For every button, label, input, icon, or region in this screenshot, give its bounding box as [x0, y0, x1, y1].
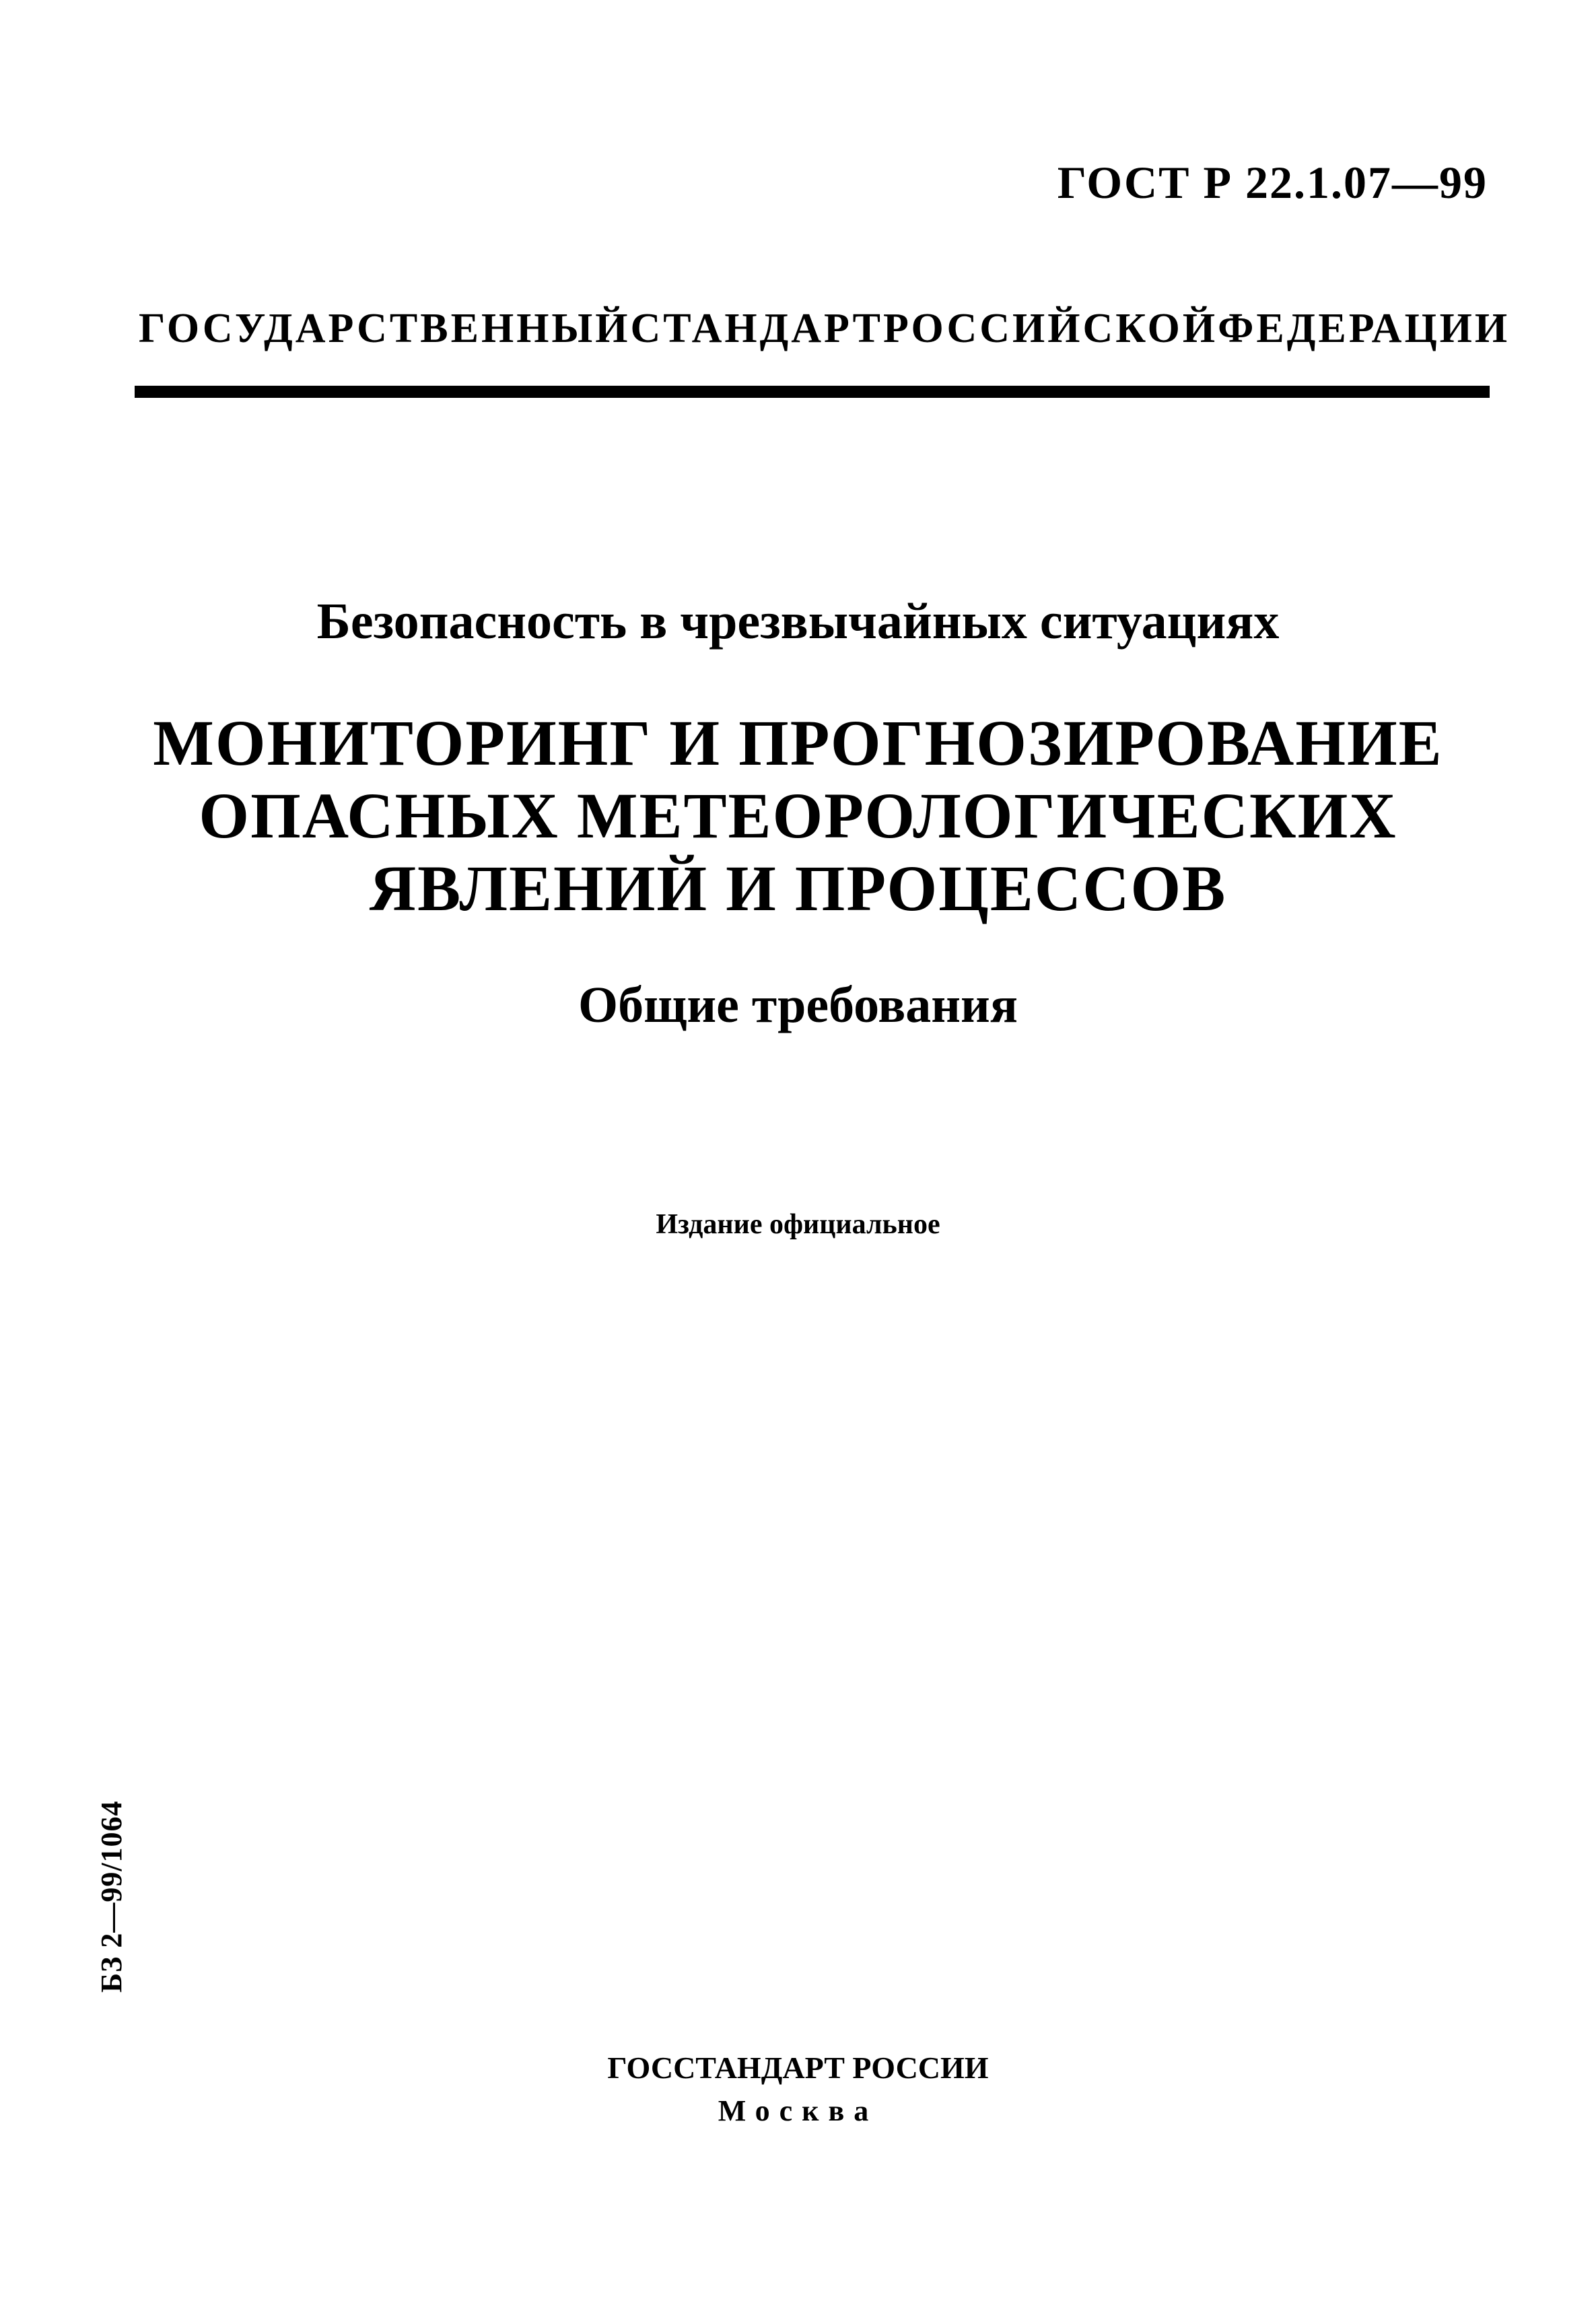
document-title — [0, 707, 1596, 925]
header-word-2: СТАНДАРТ — [630, 306, 883, 351]
publisher-city: Москва — [718, 2094, 878, 2127]
catalog-code: БЗ 2—99/1064 — [95, 1800, 128, 1993]
series-title: Безопасность в чрезвычайных ситуациях — [316, 593, 1280, 650]
edition-note: Издание официальное — [656, 1209, 940, 1240]
title-line-3: ЯВЛЕНИЙ И ПРОЦЕССОВ — [369, 852, 1227, 924]
header-word-3: РОССИЙСКОЙ — [882, 306, 1218, 351]
title-line-1: МОНИТОРИНГ И ПРОГНОЗИРОВАНИЕ — [153, 707, 1443, 779]
header-word-1: ГОСУДАРСТВЕННЫЙ — [139, 306, 631, 351]
document-subtitle: Общие требования — [578, 977, 1018, 1033]
title-line-2: ОПАСНЫХ МЕТЕОРОЛОГИЧЕСКИХ — [199, 780, 1397, 852]
standard-designation: ГОСТ Р 22.1.07—99 — [1057, 157, 1488, 208]
header-word-4: ФЕДЕРАЦИИ — [1218, 306, 1511, 351]
header-rule — [135, 386, 1490, 398]
publisher-name: ГОССТАНДАРТ РОССИИ — [607, 2051, 989, 2085]
state-standard-header — [139, 305, 1511, 353]
